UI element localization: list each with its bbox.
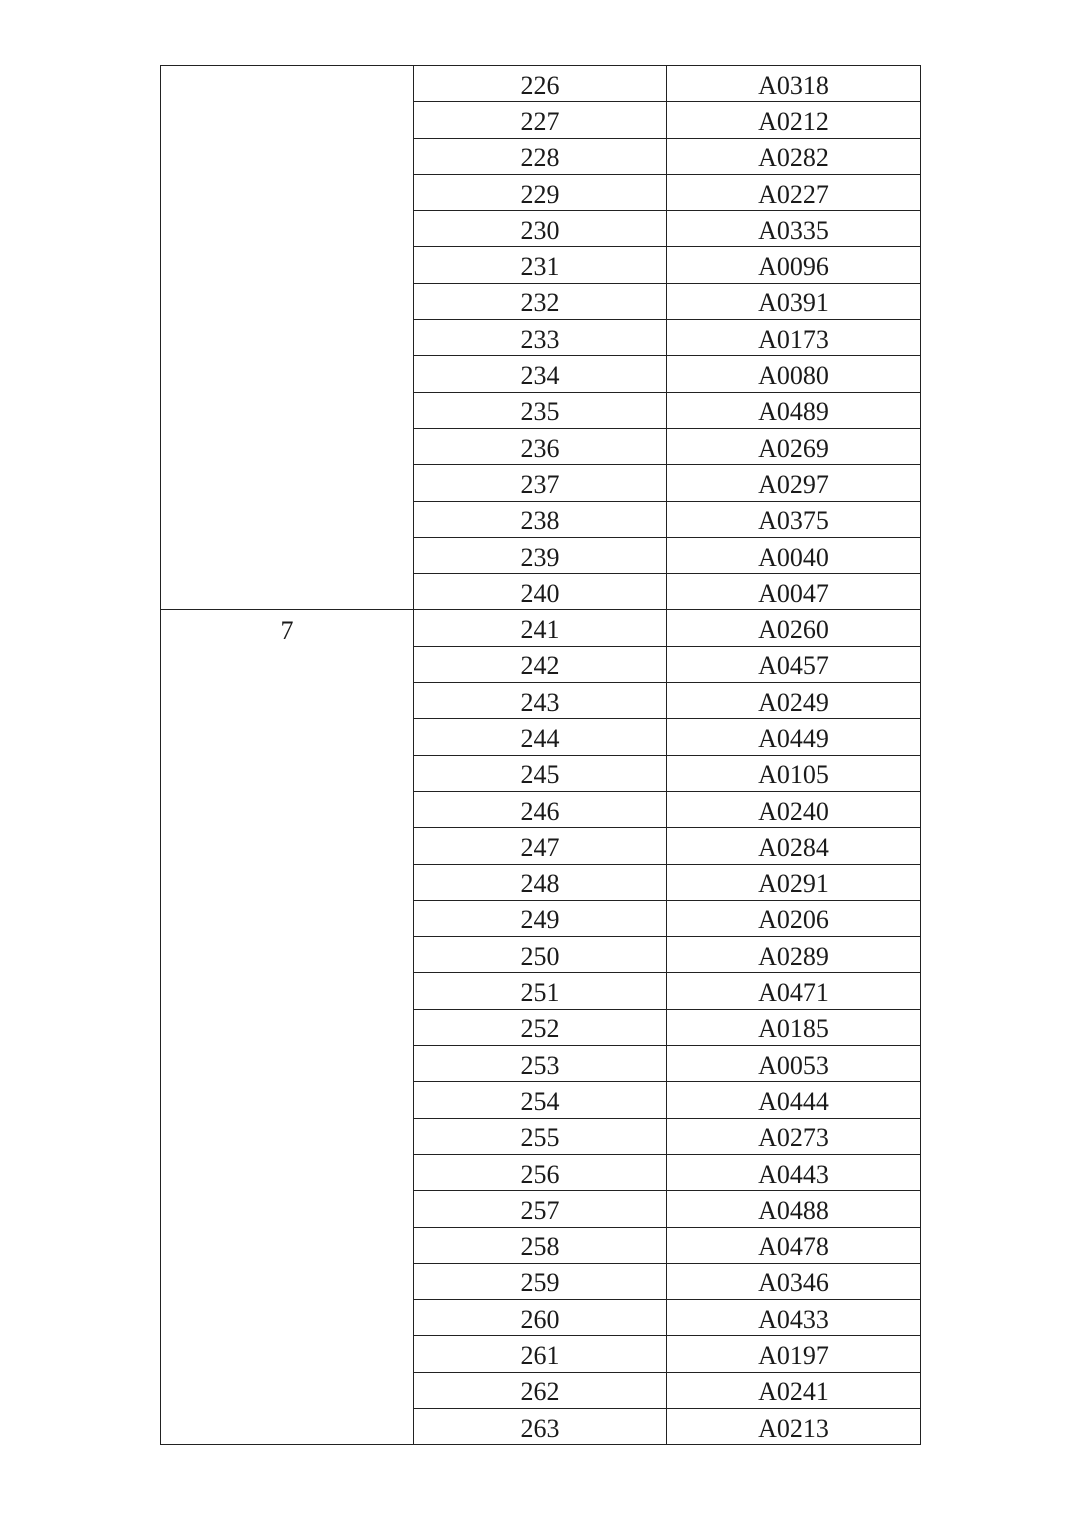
serial-number-cell: 246 — [414, 791, 667, 827]
serial-number-cell: 239 — [414, 537, 667, 573]
serial-number-cell: 231 — [414, 247, 667, 283]
candidate-code-cell: A0433 — [667, 1300, 921, 1336]
serial-number-cell: 247 — [414, 828, 667, 864]
serial-number-cell: 248 — [414, 864, 667, 900]
serial-number-cell: 259 — [414, 1263, 667, 1299]
candidate-code-cell: A0249 — [667, 683, 921, 719]
serial-number-cell: 238 — [414, 501, 667, 537]
candidate-code-cell: A0047 — [667, 574, 921, 610]
candidate-code-cell: A0212 — [667, 102, 921, 138]
roster-table — [160, 65, 921, 1445]
roster-table-body — [161, 66, 921, 1445]
serial-number-cell: 257 — [414, 1191, 667, 1227]
serial-number-cell: 242 — [414, 646, 667, 682]
serial-number-cell: 251 — [414, 973, 667, 1009]
serial-number-cell: 255 — [414, 1118, 667, 1154]
serial-number-cell: 230 — [414, 211, 667, 247]
candidate-code-cell: A0206 — [667, 900, 921, 936]
serial-number-cell: 233 — [414, 320, 667, 356]
serial-number-cell: 243 — [414, 683, 667, 719]
candidate-code-cell: A0391 — [667, 283, 921, 319]
candidate-code-cell: A0080 — [667, 356, 921, 392]
candidate-code-cell: A0197 — [667, 1336, 921, 1372]
candidate-code-cell: A0471 — [667, 973, 921, 1009]
table-row — [161, 610, 921, 646]
serial-number-cell: 232 — [414, 283, 667, 319]
candidate-code-cell: A0185 — [667, 1009, 921, 1045]
serial-number-cell: 237 — [414, 465, 667, 501]
candidate-code-cell: A0443 — [667, 1154, 921, 1190]
candidate-code-cell: A0096 — [667, 247, 921, 283]
candidate-code-cell: A0240 — [667, 791, 921, 827]
candidate-code-cell: A0173 — [667, 320, 921, 356]
serial-number-cell: 227 — [414, 102, 667, 138]
candidate-code-cell: A0449 — [667, 719, 921, 755]
candidate-code-cell: A0040 — [667, 537, 921, 573]
serial-number-cell: 229 — [414, 174, 667, 210]
serial-number-cell: 249 — [414, 900, 667, 936]
candidate-code-cell: A0478 — [667, 1227, 921, 1263]
serial-number-cell: 253 — [414, 1046, 667, 1082]
candidate-code-cell: A0284 — [667, 828, 921, 864]
candidate-code-cell: A0260 — [667, 610, 921, 646]
serial-number-cell: 241 — [414, 610, 667, 646]
candidate-code-cell: A0289 — [667, 937, 921, 973]
serial-number-cell: 250 — [414, 937, 667, 973]
serial-number-cell: 245 — [414, 755, 667, 791]
table-row — [161, 66, 921, 102]
serial-number-cell: 254 — [414, 1082, 667, 1118]
candidate-code-cell: A0488 — [667, 1191, 921, 1227]
serial-number-cell: 244 — [414, 719, 667, 755]
serial-number-cell: 234 — [414, 356, 667, 392]
serial-number-cell: 228 — [414, 138, 667, 174]
candidate-code-cell: A0105 — [667, 755, 921, 791]
serial-number-cell: 252 — [414, 1009, 667, 1045]
serial-number-cell: 256 — [414, 1154, 667, 1190]
serial-number-cell: 261 — [414, 1336, 667, 1372]
serial-number-cell: 240 — [414, 574, 667, 610]
serial-number-cell: 263 — [414, 1408, 667, 1444]
serial-number-cell: 235 — [414, 392, 667, 428]
serial-number-cell: 262 — [414, 1372, 667, 1408]
candidate-code-cell: A0489 — [667, 392, 921, 428]
candidate-code-cell: A0241 — [667, 1372, 921, 1408]
candidate-code-cell: A0335 — [667, 211, 921, 247]
candidate-code-cell: A0444 — [667, 1082, 921, 1118]
serial-number-cell: 258 — [414, 1227, 667, 1263]
candidate-code-cell: A0053 — [667, 1046, 921, 1082]
candidate-code-cell: A0291 — [667, 864, 921, 900]
group-number-cell: 7 — [161, 610, 414, 1445]
candidate-code-cell: A0346 — [667, 1263, 921, 1299]
serial-number-cell: 260 — [414, 1300, 667, 1336]
candidate-code-cell: A0269 — [667, 428, 921, 464]
candidate-code-cell: A0297 — [667, 465, 921, 501]
candidate-code-cell: A0375 — [667, 501, 921, 537]
serial-number-cell: 236 — [414, 428, 667, 464]
candidate-code-cell: A0227 — [667, 174, 921, 210]
candidate-code-cell: A0318 — [667, 66, 921, 102]
candidate-code-cell: A0273 — [667, 1118, 921, 1154]
serial-number-cell: 226 — [414, 66, 667, 102]
candidate-code-cell: A0282 — [667, 138, 921, 174]
candidate-code-cell: A0457 — [667, 646, 921, 682]
group-number-cell — [161, 66, 414, 610]
candidate-code-cell: A0213 — [667, 1408, 921, 1444]
